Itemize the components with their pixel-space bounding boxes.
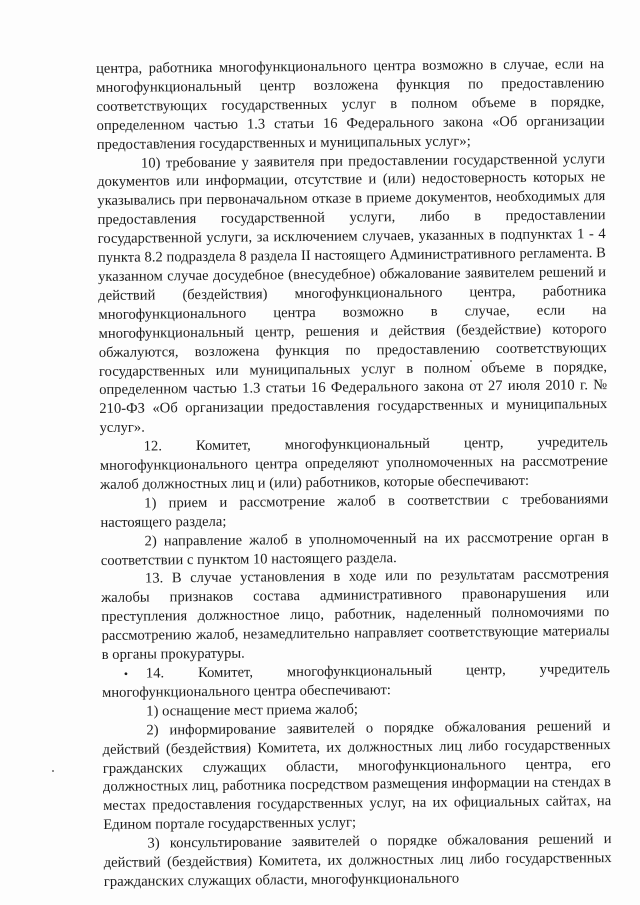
paragraph-13: 13. В случае установления в ходе или по результатам рассмотрения жалобы признаков состава административного правонарушения или преступления должностное лицо, работник, наделенный полномочиями по рассмотрению жалоб, незамедлительно направляет соответствующие материалы в органы прокуратуры.: [101, 566, 610, 664]
paragraph-12: 12. Комитет, многофункциональный центр, учредитель многофункционального центра определяют уполномоченных на рассмотрение жалоб должностных лиц и (или) работников, которые обеспечивают:: [99, 434, 608, 493]
scan-speck: [52, 770, 54, 772]
paragraph-continuation: центра, работника многофункционального центра возможно в случае, если на многофункциональный центр возложена функция по предоставлению соответствующих государственных услуг в полном объеме в порядке, определенном частью 1.3 статьи 16 Федерального закона «Об организации предоставления государственных и муниципальных услуг»;: [96, 56, 605, 153]
document-body: [96, 55, 612, 892]
paragraph-14-text: 14. Комитет, многофункциональный центр, учредитель многофункционального центра обеспечивают:: [101, 661, 610, 701]
paragraph-14: [102, 660, 610, 703]
paragraph-12-item-2: 2) направление жалоб в уполномоченный на их рассмотрение орган в соответствии с пунктом 10 настоящего раздела.: [100, 528, 609, 569]
paragraph-14-item-3: 3) консультирование заявителей о порядке обжалования решений и действий (бездействия) Комитета, их должностных лиц либо государственных гражданских служащих области, многофункционального: [103, 831, 612, 890]
paragraph-14-item-1: 1) оснащение мест приема жалоб;: [146, 701, 359, 720]
margin-bullet: •: [123, 666, 129, 681]
paragraph-12-item-1: 1) прием и рассмотрение жалоб в соответствии с требованиями настоящего раздела;: [100, 490, 609, 531]
paragraph-14-item-2: 2) информирование заявителей о порядке обжалования решений и действий (бездействия) Комитета, их должностных лиц либо государственных гражданских служащих области, многофункционального центра, его должностных лиц, работника посредством размещения информации на стендах в местах предоставления государственных услуг, на их официальных сайтах, на Едином портале государственных услуг;: [102, 717, 612, 834]
paragraph-item-10: 10) требование у заявителя при предоставлении государственной услуги документов или информации, отсутствие и (или) недостоверность которых не указывались при первоначальном отказе в приеме документов, необходимых для предоставления государственной услуги, либо в предоставлении государственной услуги, за исключением случаев, указанных в подпунктах 1 - 4 пункта 8.2 подраздела 8 раздела II настоящего Административного регламента. В указанном случае досудебное (внесудебное) обжалование заявителем решений и действий (бездействия) многофункционального центра, работника многофункционального центра возможно в случае, если на многофункциональный центр, решения и действия (бездействие) которого обжалуются, возложена функция по предоставлению соответствующих государственных или муниципальных услуг в полном объеме в порядке, определенном частью 1.3 статьи 16 Федерального закона от 27 июля 2010 г. № 210-ФЗ «Об организации предоставления государственных и муниципальных услуг».: [97, 150, 608, 437]
